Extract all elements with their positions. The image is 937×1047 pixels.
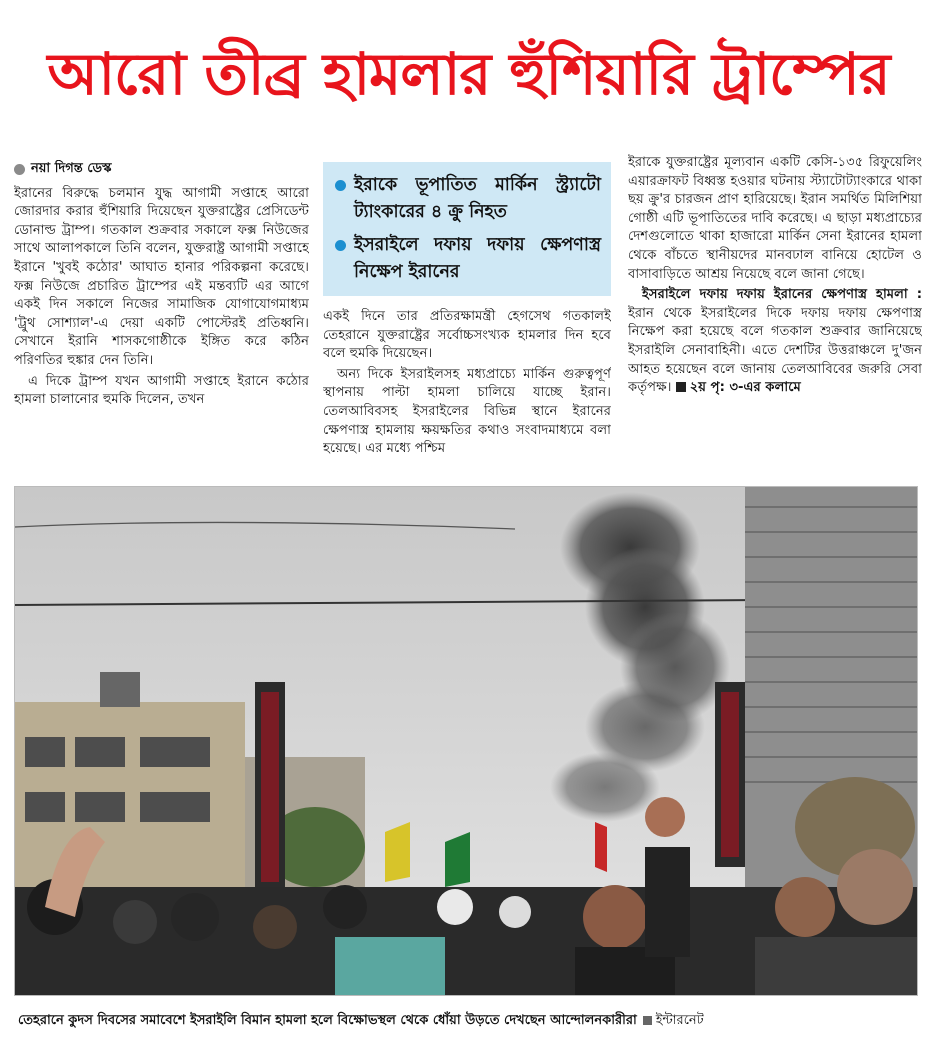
highlight-item — [335, 232, 601, 286]
paragraph: ইরাকে যুক্তরাষ্ট্রের মূল্যবান একটি কেসি-১৩৫ রিফুয়েলিং এয়ারক্রাফট বিধ্বস্ত হওয়ার ঘটনায় স্ট্যাটোট্যাংকারে থাকা ছয় ক্রু'র চারজন প্রাণ হারিয়েছে। ইরান সমর্থিত মিলিশিয়া গোষ্ঠী এটি ভূপাতিতের দাবি করেছে। এ ছাড়া মধ্যপ্রাচ্যের দেশগুলোতে থাকা হাজারো মার্কিন সেনা ইরানের হামলা থেকে বাঁচতে স্থানীয়দের মানবঢাল বানিয়ে হোটেল ও বাসাবাড়িতে আশ্রয় নিয়েছে বলে জানা গেছে। — [628, 155, 922, 282]
highlights-box — [323, 162, 611, 296]
byline — [14, 160, 309, 179]
caption-text: তেহরানে কুদস দিবসের সমাবেশে ইসরাইলি বিমান হামলা হলে বিক্ষোভস্থল থেকে ধোঁয়া উড়তে দেখছেন আন্দোলনকারীরা — [18, 1013, 637, 1028]
byline-text: নয়া দিগন্ত ডেস্ক — [31, 161, 112, 176]
paragraph: এ দিকে ট্রাম্প যখন আগামী সপ্তাহে ইরানে কঠোর হামলা চালানোর হুমকি দিলেন, তখন — [14, 373, 309, 408]
bullet-icon — [335, 240, 346, 251]
paragraph: ইরানের বিরুদ্ধে চলমান যুদ্ধ আগামী সপ্তাহে আরো জোরদার করার হুঁশিয়ারি দিয়েছেন যুক্তরাষ্ট্রের প্রেসিডেন্ট ডোনাল্ড ট্রাম্প। গতকাল শুক্রবার সকালে ফক্স নিউজের সাথে আলাপকালে তিনি বলেন, যুক্তরাষ্ট্র আগামী সপ্তাহে ইরানে 'খুবই কঠোর' আঘাত হানার পরিকল্পনা করেছে। ফক্স নিউজে প্রচারিত ট্রাম্পের এই মন্তব্যটি এর আগে একই দিন সকালে নিজের সামাজিক যোগাযোগমাধ্যম 'ট্রুথ সোশ্যাল'-এ দেয়া একটি পোস্টেরই প্রতিধ্বনি। সেখানে ইরানি শাসকগোষ্ঠীকে ইঙ্গিত করে কঠিন পরিণতির হুঙ্কার দেন তিনি। — [14, 185, 309, 368]
news-photo — [14, 486, 918, 996]
subheading: ইসরাইলে দফায় দফায় ইরানের ক্ষেপণাস্ত্র হামলা : — [642, 287, 922, 303]
credit-marker-icon — [643, 1016, 652, 1025]
banner-flag — [715, 682, 745, 867]
paragraph-with-subhead — [628, 286, 922, 398]
photo-caption — [18, 1008, 918, 1034]
photo-credit: ইন্টারনেট — [655, 1013, 704, 1028]
headline: আরো তীব্র হামলার হুঁশিয়ারি ট্রাম্পের — [47, 39, 890, 108]
continued-note: ২য় পৃ: ৩-এর কলামে — [689, 380, 801, 396]
paragraph-text: ইরান থেকে ইসরাইলের দিকে দফায় দফায় ক্ষেপণাস্ত্র নিক্ষেপ করা হয়েছে বলে গতকাল শুক্রবার জানিয়েছে ইসরাইলি সেনাবাহিনী। এতে দেশটির উত্তরাঞ্চলে দু'জন আহত হয়েছেন বলে জানায় তেলআবিবের জরুরি সেবা কর্তৃপক্ষ। — [628, 305, 922, 396]
highlight-text: ইরাকে ভূপাতিত মার্কিন স্ট্র্যাটো ট্যাংকারের ৪ ক্রু নিহত — [354, 175, 601, 222]
highlight-text: ইসরাইলে দফায় দফায় ক্ষেপণাস্ত্র নিক্ষেপ ইরানের — [354, 235, 601, 282]
bullet-icon — [335, 180, 346, 191]
byline-bullet-icon — [14, 164, 25, 175]
highlight-item — [335, 172, 601, 226]
continued-marker-icon — [676, 382, 686, 392]
article-column-left — [14, 160, 309, 470]
paragraph: অন্য দিকে ইসরাইলসহ মধ্যপ্রাচ্যে মার্কিন গুরুত্বপূর্ণ স্থাপনায় পাল্টা হামলা চালিয়ে যাচ্ছে ইরান। তেলআবিবসহ ইসরাইলের বিভিন্ন স্থানে ইরানের ক্ষেপণাস্ত্র হামলায় ক্ষয়ক্ষতির কথাও সংবাদমাধ্যমে বলা হয়েছে। এর মধ্যে পশ্চিম — [323, 366, 611, 457]
banner-flag — [255, 682, 285, 892]
article-column-middle — [323, 308, 611, 474]
article-column-right — [628, 154, 922, 470]
paragraph: একই দিনে তার প্রতিরক্ষামন্ত্রী হেগসেথ গতকালই তেহরানে যুক্তরাষ্ট্রের সর্বোচ্চসংখ্যক হামলার দিন হবে বলে হুমকি দিয়েছেন। — [323, 309, 611, 362]
